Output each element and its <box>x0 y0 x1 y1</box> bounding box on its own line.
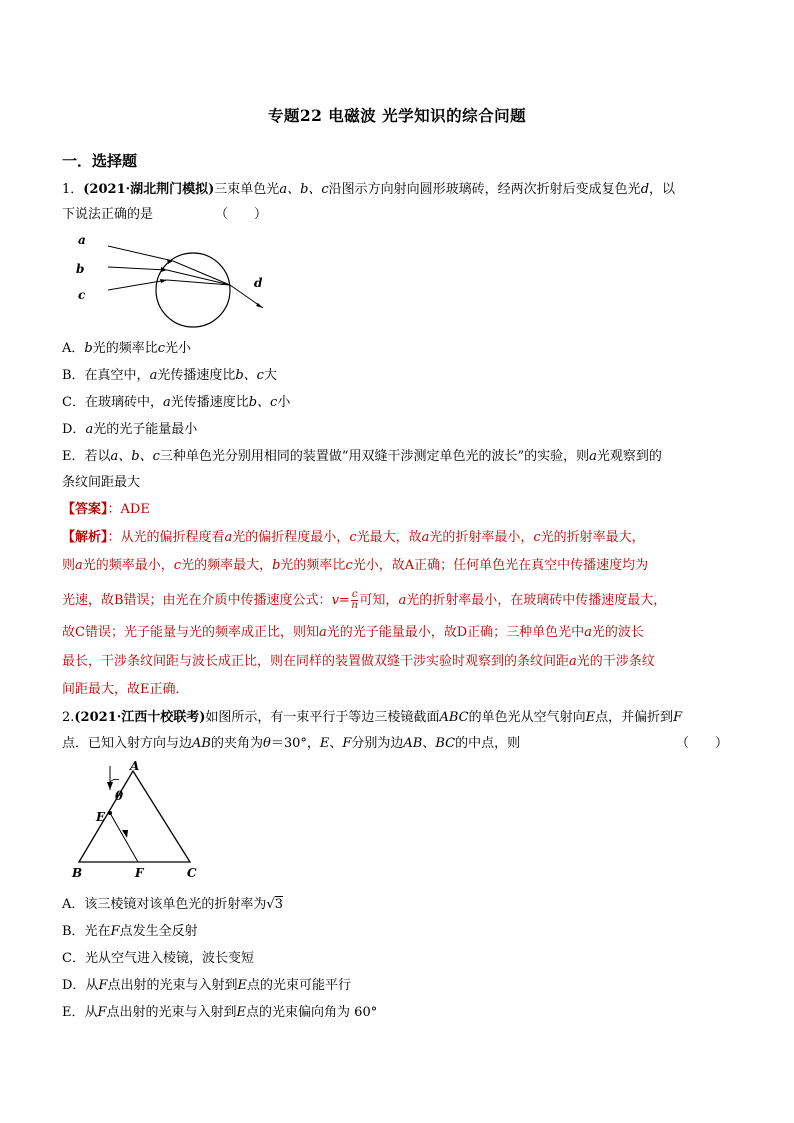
analysis-text: 故C错误；光子能量与光的频率成正比，则知 <box>62 625 319 640</box>
q1-analysis-line2 <box>62 557 648 575</box>
answer-value: ：ADE <box>107 502 150 517</box>
ray-b <box>108 267 167 270</box>
q2-stem-text: 、 <box>329 736 343 751</box>
analysis-var: c <box>173 558 182 573</box>
analysis-text: 光小，故A正确；任何单色光在真空中传播速度均为 <box>352 558 649 573</box>
q1-option-d <box>62 421 197 439</box>
q2-number: 2. <box>62 710 75 725</box>
q2-stem-line1 <box>62 709 682 727</box>
opt-text: B．在真空中， <box>62 368 150 383</box>
opt-text: 光传播速度比 <box>157 368 236 383</box>
opt-text: 小 <box>277 395 291 410</box>
q2-stem-text: 分别为边 <box>351 736 404 751</box>
opt-var: b、c <box>235 368 264 383</box>
q1-option-a <box>62 340 191 358</box>
opt-text: C．在玻璃砖中， <box>62 395 163 410</box>
sqrt-symbol: √ <box>266 897 275 912</box>
q2-stem-text: 点，并偏折到 <box>595 710 674 725</box>
q2-stem-var: ABC <box>439 710 469 725</box>
analysis-var: c <box>533 530 541 545</box>
q1-source: (2021·湖北荆门模拟) <box>83 182 215 197</box>
opt-text: 点的光束偏向角为 60° <box>246 1005 378 1020</box>
answer-label: 【答案】 <box>62 502 108 517</box>
analysis-label: 【解析】 <box>62 530 108 545</box>
formula-denominator: n <box>351 600 358 611</box>
opt-text: 点发生全反射 <box>119 924 198 939</box>
analysis-text: 则 <box>62 558 76 573</box>
q2-stem-var: E <box>319 736 330 751</box>
analysis-text: 光的频率比 <box>280 558 346 573</box>
arrow-c <box>160 279 167 283</box>
label-E: E <box>96 810 106 824</box>
q2-stem-text: 点．已知入射方向与边 <box>62 736 193 751</box>
q2-stem-var: AB <box>403 736 423 751</box>
q2-stem-line2 <box>62 735 520 753</box>
analysis-var: a <box>75 558 83 573</box>
opt-var: E <box>236 1005 247 1020</box>
opt-text: E．从 <box>62 1005 98 1020</box>
analysis-text: 光的频率最小， <box>82 558 174 573</box>
opt-text: A．该三棱镜对该单色光的折射率为 <box>62 897 267 912</box>
opt-text: A． <box>62 341 85 356</box>
opt-var: F <box>98 978 108 993</box>
q1-analysis-line6: 间距最大，故E正确． <box>62 682 189 697</box>
q2-stem-text: 的中点，则 <box>455 736 521 751</box>
q1-stem-line1 <box>62 181 675 199</box>
analysis-text: 光的折射率最小，在玻璃砖中传播速度最大， <box>406 593 667 608</box>
opt-text: B．光在 <box>62 924 111 939</box>
q1-stem-text: 三束单色光 <box>214 182 280 197</box>
q2-stem-var: θ <box>262 736 271 751</box>
q1-answer-bracket: （ ） <box>215 207 268 222</box>
opt-text: 光传播速度比 <box>170 395 249 410</box>
q1-analysis-line4 <box>62 624 644 642</box>
label-a: a <box>78 233 86 247</box>
label-C: C <box>187 866 197 880</box>
analysis-text: 光的频率最大， <box>181 558 273 573</box>
sqrt-radicand: 3 <box>274 897 283 912</box>
opt-var: c <box>157 341 166 356</box>
q1-stem-line2 <box>62 206 267 224</box>
analysis-text: 光最大，故 <box>356 530 422 545</box>
q1-stem-var: a、b、c <box>279 182 329 197</box>
analysis-var: c <box>349 530 357 545</box>
q2-stem-text: 如图所示，有一束平行于等边三棱镜截面 <box>205 710 440 725</box>
opt-var: b、c <box>248 395 278 410</box>
formula-fraction <box>351 590 359 611</box>
q2-stem-var: F <box>673 710 683 725</box>
opt-var: F <box>110 924 120 939</box>
analysis-var: a <box>398 593 407 608</box>
analysis-text: 光的偏折程度最小， <box>232 530 350 545</box>
page-title: 专题22 电磁波 光学知识的综合问题 <box>267 106 527 125</box>
analysis-text: 光速，故B错误；由光在介质中传播速度公式： <box>62 593 332 608</box>
point-e <box>108 811 112 815</box>
q2-source: (2021·江西十校联考) <box>74 710 206 725</box>
opt-text: 三种单色光分别用相同的装置做“用双缝干涉测定单色光的波长”的实验，则 <box>159 449 590 464</box>
q2-stem-var: E <box>585 710 596 725</box>
section-heading: 一．选择题 <box>62 152 138 170</box>
analysis-text: 光的波长 <box>591 625 644 640</box>
opt-var: E <box>237 978 247 993</box>
q2-option-d <box>62 977 351 995</box>
opt-var: a <box>149 368 158 383</box>
analysis-text: 可知， <box>359 593 399 608</box>
q2-stem-text: 的夹角为 <box>210 736 263 751</box>
analysis-var: c <box>345 558 353 573</box>
label-F: F <box>135 866 144 880</box>
label-d: d <box>254 276 263 290</box>
q2-stem-var: AB <box>192 736 211 751</box>
q2-figure-prism <box>66 758 216 880</box>
theta-arc <box>110 779 119 782</box>
label-B: B <box>72 866 83 880</box>
opt-var: a、b、c <box>110 449 160 464</box>
analysis-text: 光的折射率最小， <box>429 530 534 545</box>
opt-text: E．若以 <box>62 449 111 464</box>
q1-stem-text: ，以 <box>649 182 676 197</box>
analysis-var: a <box>584 625 592 640</box>
opt-text: 大 <box>263 368 277 383</box>
q1-option-e-cont: 条纹间距最大 <box>62 475 141 490</box>
q2-option-a <box>62 896 283 914</box>
opt-text: 点出射的光束与入射到 <box>107 978 238 993</box>
ray-c <box>108 280 167 290</box>
opt-var: a <box>589 449 597 464</box>
analysis-text: 最长，干涉条纹间距与波长成正比，则在同样的装置做双缝干涉实验时观察到的条纹间距 <box>62 654 570 669</box>
label-theta: θ <box>115 789 124 803</box>
label-A: A <box>130 759 140 773</box>
q1-option-c <box>62 394 290 412</box>
q1-figure-circle-rays <box>70 228 280 328</box>
analysis-var: a <box>569 654 577 669</box>
opt-text: D． <box>62 422 86 437</box>
q1-analysis-line3 <box>62 590 666 611</box>
analysis-text: ：从光的偏折程度看 <box>107 530 225 545</box>
q1-option-b <box>62 367 277 385</box>
analysis-var: a <box>318 625 327 640</box>
opt-var: F <box>97 1005 107 1020</box>
q2-stem-text: ＝30°， <box>270 736 320 751</box>
analysis-var: a <box>224 530 233 545</box>
opt-var: a <box>162 395 171 410</box>
q2-stem-text: 、 <box>422 736 436 751</box>
q2-answer-bracket: （ ） <box>676 736 729 751</box>
q2-stem-text: 的单色光从空气射向 <box>468 710 586 725</box>
glass-circle <box>156 253 230 327</box>
ray-a <box>108 246 173 261</box>
q1-analysis-line5 <box>62 653 655 671</box>
q1-option-e <box>62 448 662 466</box>
q1-stem-text: 下说法正确的是 <box>62 207 154 222</box>
q2-option-c: C．光从空气进入棱镜，波长变短 <box>62 951 254 966</box>
q1-stem-text: 沿图示方向射向圆形玻璃砖，经两次折射后变成复色光 <box>328 182 641 197</box>
opt-text: 点出射的光束与入射到 <box>106 1005 237 1020</box>
opt-text: 光小 <box>165 341 192 356</box>
q1-answer <box>62 501 150 519</box>
analysis-var: a <box>421 530 430 545</box>
q2-option-b <box>62 923 198 941</box>
q2-option-e <box>62 1004 377 1022</box>
q1-analysis-line1 <box>62 529 645 547</box>
refracted-arrow <box>122 830 128 838</box>
opt-text: 光的光子能量最小 <box>93 422 198 437</box>
incident-arrow <box>107 782 113 790</box>
formula-numerator: c <box>351 589 358 600</box>
q2-stem-var: BC <box>435 736 456 751</box>
refracted-ray <box>110 813 138 862</box>
analysis-text: 光的光子能量最小，故D正确；三种单色光中 <box>326 625 585 640</box>
opt-var: a <box>85 422 94 437</box>
opt-text: 光观察到的 <box>596 449 662 464</box>
label-b: b <box>76 262 85 276</box>
q2-stem-var: F <box>342 736 352 751</box>
opt-text: D．从 <box>62 978 99 993</box>
q1-number: 1． <box>62 182 84 197</box>
opt-text: 点的光束可能平行 <box>246 978 351 993</box>
opt-var: b <box>84 341 93 356</box>
analysis-var: b <box>272 558 281 573</box>
opt-text: 光的频率比 <box>92 341 158 356</box>
analysis-text: 光的干涉条纹 <box>576 654 655 669</box>
q1-stem-var: d <box>640 182 650 197</box>
label-c: c <box>78 288 86 302</box>
analysis-text: 光的折射率最大， <box>540 530 645 545</box>
formula-v: v= <box>331 593 350 608</box>
